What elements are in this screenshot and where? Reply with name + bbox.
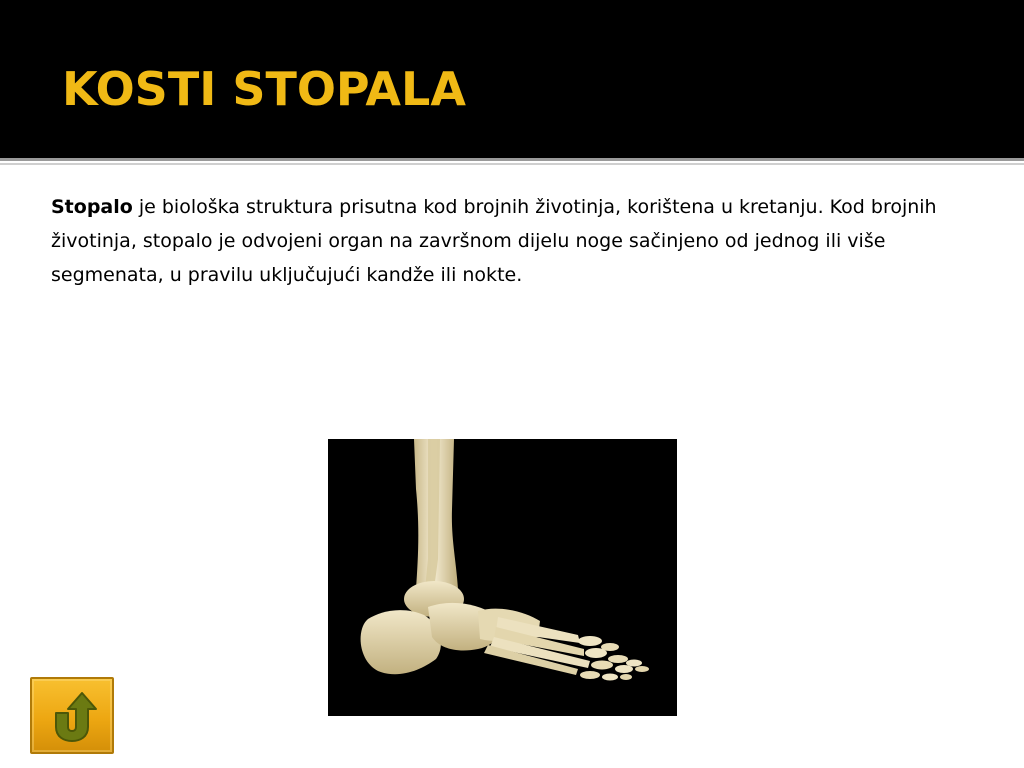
return-arrow-icon [42, 687, 102, 745]
body-text: je biološka struktura prisutna kod brojnih životinja, korištena u kretanju. Kod brojnih životinja, stopalo je odvojeni organ na završnom dijelu noge sačinjeno od jednog ili više segmenata, u pravilu uključujući kandže ili nokte. [51, 196, 937, 286]
foot-skeleton-image [328, 439, 677, 716]
return-button[interactable] [30, 677, 114, 754]
slide-title: KOSTI STOPALA [62, 62, 466, 116]
title-divider-secondary [0, 163, 1024, 165]
title-divider [0, 158, 1024, 161]
body-paragraph [51, 190, 971, 292]
title-bar [0, 0, 1024, 158]
foot-skeleton-illustration [328, 439, 677, 716]
body-bold-term: Stopalo [51, 196, 133, 218]
